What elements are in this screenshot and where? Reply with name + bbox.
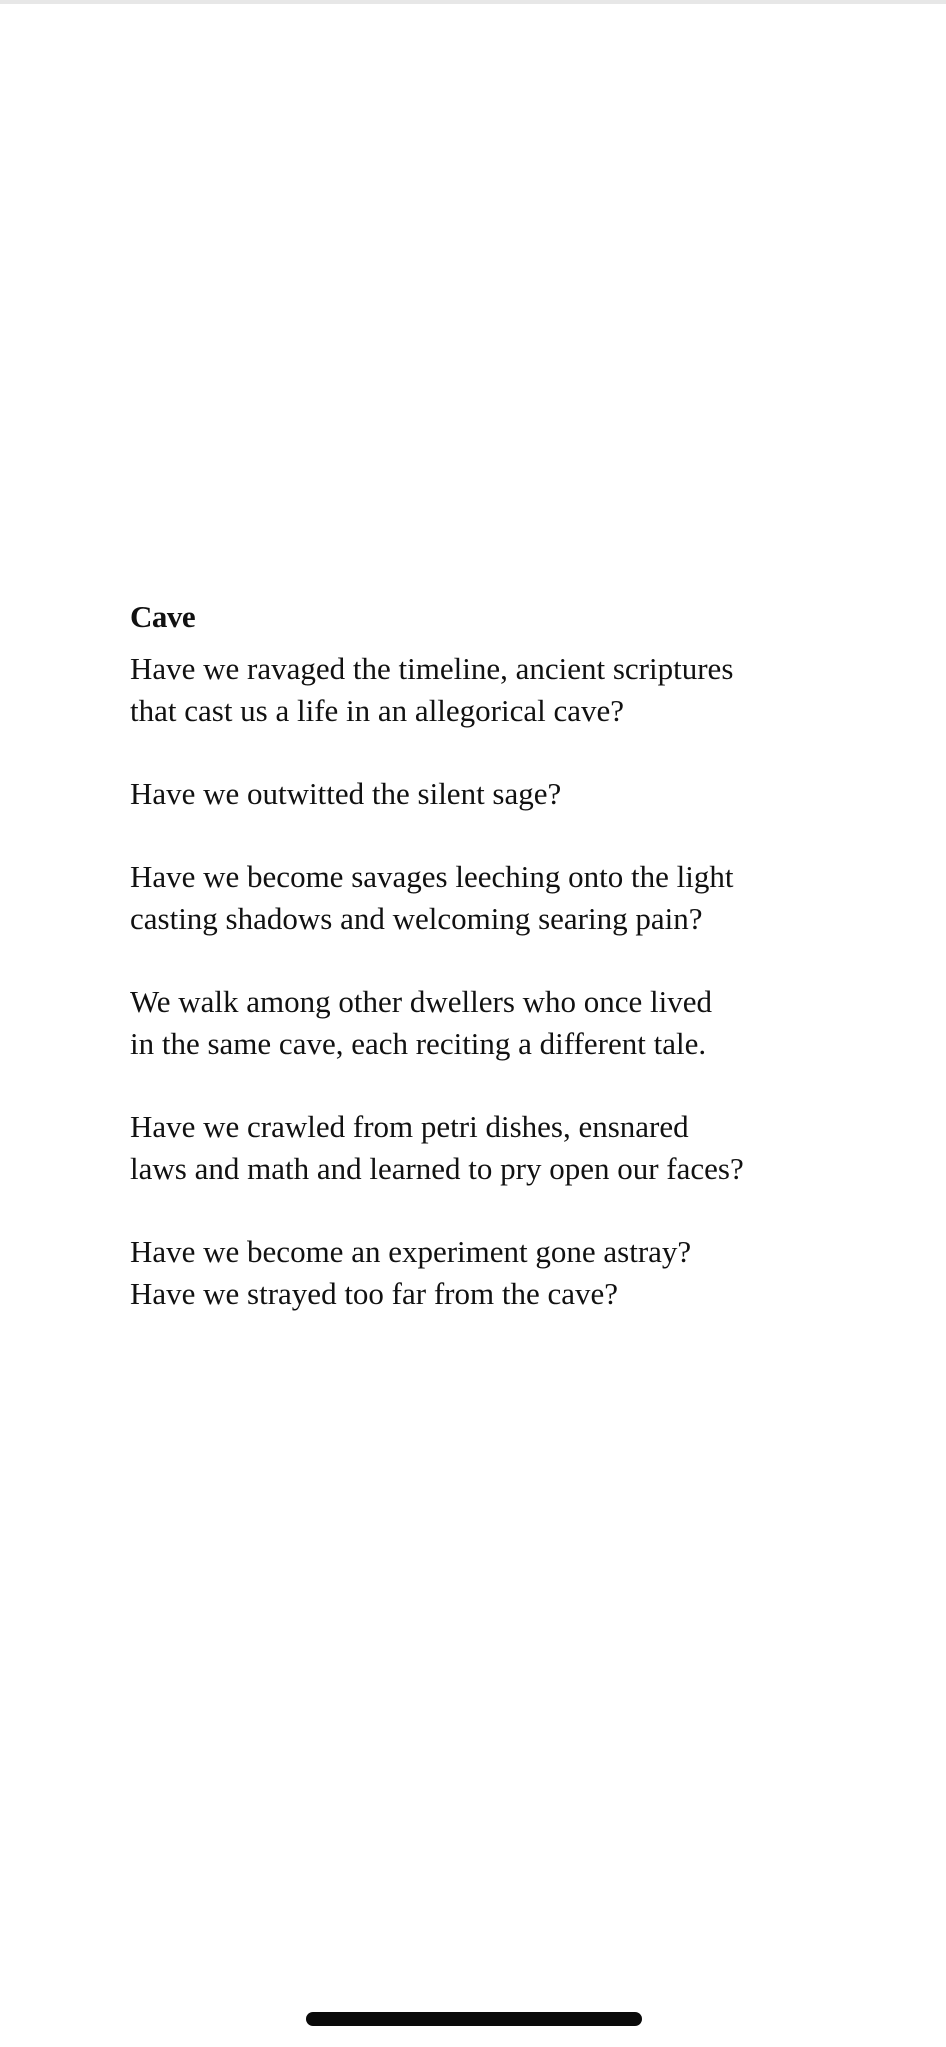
poem-line: casting shadows and welcoming searing pain? <box>130 901 703 936</box>
top-edge-bar <box>0 0 946 4</box>
stanza <box>130 1106 890 1190</box>
poem-title: Cave <box>130 599 196 634</box>
poem-line: We walk among other dwellers who once lived <box>130 984 713 1019</box>
poem-line: laws and math and learned to pry open our faces? <box>130 1151 744 1186</box>
poem-line: Have we become savages leeching onto the light <box>130 859 734 894</box>
stanza <box>130 856 890 940</box>
poem-line: in the same cave, each reciting a different tale. <box>130 1026 707 1061</box>
poem-line: Have we crawled from petri dishes, ensnared <box>130 1109 689 1144</box>
poem-line: that cast us a life in an allegorical cave? <box>130 693 625 728</box>
stanza <box>130 981 890 1065</box>
stanza <box>130 1231 890 1315</box>
poem-line: Have we ravaged the timeline, ancient scriptures <box>130 651 734 686</box>
stanza <box>130 773 890 815</box>
poem-line: Have we outwitted the silent sage? <box>130 776 562 811</box>
stanza <box>130 648 890 732</box>
poem-line: Have we become an experiment gone astray? <box>130 1234 692 1269</box>
poem-line: Have we strayed too far from the cave? <box>130 1276 619 1311</box>
home-indicator[interactable] <box>306 2012 642 2026</box>
poem <box>130 596 890 1356</box>
